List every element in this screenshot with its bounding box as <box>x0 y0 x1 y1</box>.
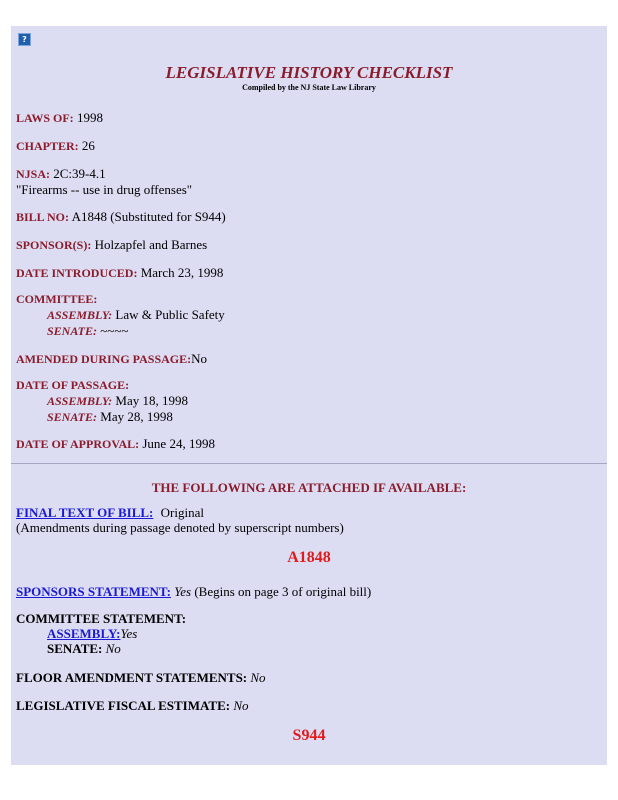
sponsors-statement-row <box>16 584 371 599</box>
bill-no-row <box>16 209 226 225</box>
committee-senate-label: SENATE: <box>47 324 98 338</box>
final-text-value: Original <box>160 505 204 520</box>
chapter-value: 26 <box>81 138 95 153</box>
chapter-row <box>16 138 95 154</box>
bill-no-label: BILL NO: <box>16 210 70 224</box>
laws-of-value: 1998 <box>76 110 103 125</box>
date-introduced-row <box>16 265 223 281</box>
laws-of-row <box>16 110 103 126</box>
passage-assembly-label: ASSEMBLY: <box>47 394 113 408</box>
amended-label: AMENDED DURING PASSAGE: <box>16 352 192 366</box>
page-title: LEGISLATIVE HISTORY CHECKLIST <box>165 63 453 82</box>
sponsors-statement-link[interactable]: SPONSORS STATEMENT: <box>16 584 171 599</box>
fiscal-estimate-row <box>16 698 249 713</box>
committee-assembly-statement-value: Yes <box>120 626 138 641</box>
committee-senate-statement-label: SENATE: <box>47 641 103 656</box>
njsa-description: "Firearms -- use in drug offenses" <box>16 182 193 197</box>
committee-assembly-value: Law & Public Safety <box>115 307 225 322</box>
final-text-link[interactable]: FINAL TEXT OF BILL: <box>16 505 154 520</box>
sponsors-row <box>16 237 207 253</box>
passage-assembly-value: May 18, 1998 <box>115 393 188 408</box>
floor-amendment-value: No <box>250 670 266 685</box>
committee-statement-row <box>16 611 186 656</box>
date-of-approval-label: DATE OF APPROVAL: <box>16 437 140 451</box>
document-page <box>11 26 607 765</box>
bill-a-heading: A1848 <box>287 549 331 566</box>
fiscal-estimate-label: LEGISLATIVE FISCAL ESTIMATE: <box>16 698 231 713</box>
bill-no-value: A1848 (Substituted for S944) <box>71 209 226 224</box>
sponsors-statement-note: (Begins on page 3 of original bill) <box>194 584 372 599</box>
date-of-passage-row <box>16 378 188 425</box>
passage-senate-label: SENATE: <box>47 410 98 424</box>
committee-row <box>16 292 225 339</box>
committee-statement-label: COMMITTEE STATEMENT: <box>16 611 187 626</box>
committee-assembly-label: ASSEMBLY: <box>47 308 113 322</box>
divider <box>11 463 607 464</box>
date-of-approval-row <box>16 436 215 452</box>
date-introduced-value: March 23, 1998 <box>140 265 224 280</box>
sponsors-statement-value: Yes <box>174 584 192 599</box>
final-text-row <box>16 505 344 535</box>
attached-heading: THE FOLLOWING ARE ATTACHED IF AVAILABLE: <box>151 480 467 495</box>
floor-amendment-label: FLOOR AMENDMENT STATEMENTS: <box>16 670 248 685</box>
sponsors-label: SPONSOR(S): <box>16 238 92 252</box>
committee-assembly-link[interactable]: ASSEMBLY: <box>47 626 121 641</box>
committee-senate-statement-value: No <box>105 641 121 656</box>
final-text-note: (Amendments during passage denoted by superscript numbers) <box>16 520 344 535</box>
floor-amendment-row <box>16 670 266 685</box>
page-subtitle: Compiled by the NJ State Law Library <box>242 83 376 92</box>
date-of-approval-value: June 24, 1998 <box>142 436 215 451</box>
njsa-label: NJSA: <box>16 167 51 181</box>
chapter-label: CHAPTER: <box>16 139 79 153</box>
amended-row <box>16 351 207 367</box>
passage-senate-value: May 28, 1998 <box>100 409 173 424</box>
committee-senate-value: ~~~~ <box>100 323 129 338</box>
help-icon[interactable]: ? <box>18 33 31 46</box>
laws-of-label: LAWS OF: <box>16 111 74 125</box>
amended-value: No <box>191 351 208 366</box>
committee-label: COMMITTEE: <box>16 292 98 306</box>
njsa-row <box>16 166 192 197</box>
sponsors-value: Holzapfel and Barnes <box>94 237 208 252</box>
date-introduced-label: DATE INTRODUCED: <box>16 266 138 280</box>
fiscal-estimate-value: No <box>233 698 249 713</box>
date-of-passage-label: DATE OF PASSAGE: <box>16 378 130 392</box>
bill-s-heading: S944 <box>292 727 326 744</box>
njsa-value: 2C:39-4.1 <box>53 166 106 181</box>
